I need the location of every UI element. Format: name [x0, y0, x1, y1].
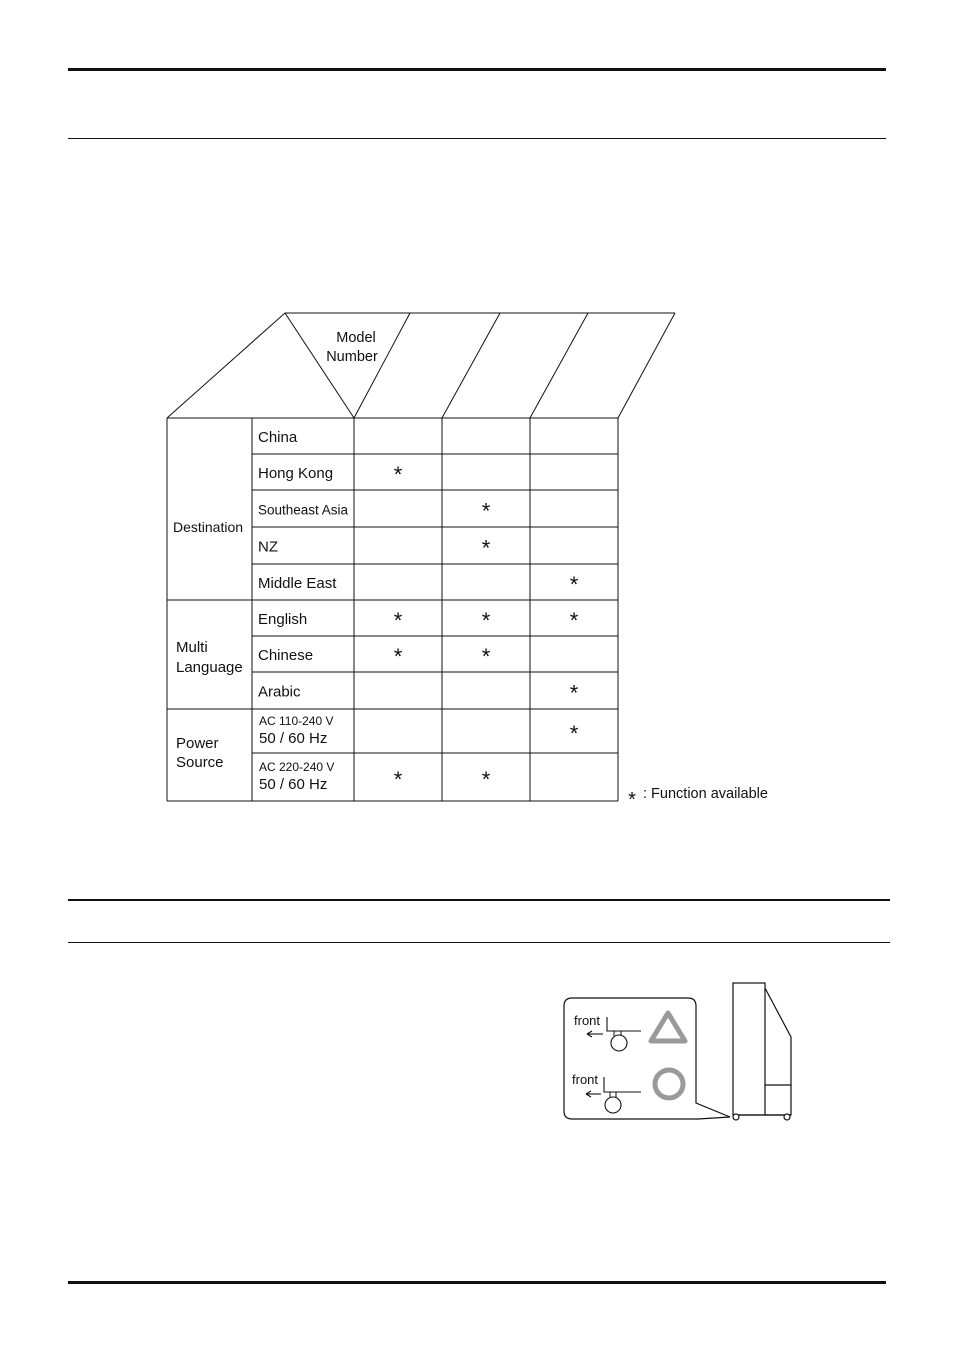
model-number-label: Model — [336, 330, 376, 346]
function-available-mark: * — [569, 572, 579, 597]
function-available-mark: * — [393, 608, 403, 633]
function-available-mark: * — [393, 462, 403, 487]
function-available-mark: * — [481, 767, 491, 792]
section-rule-bottom — [68, 942, 890, 943]
legend-mark: * — [628, 789, 636, 811]
function-available-mark: * — [481, 498, 491, 524]
header-diagonal — [618, 313, 675, 418]
function-available-mark: * — [481, 535, 491, 561]
row-label: Hong Kong — [258, 465, 334, 482]
row-label: English — [258, 611, 308, 628]
model-number-label: Number — [326, 349, 378, 365]
row-label: Southeast Asia — [258, 502, 349, 518]
row-label: 50 / 60 Hz — [259, 776, 328, 793]
header-diagonal — [285, 313, 354, 418]
group-label: Power — [176, 735, 219, 752]
tv-side-view — [733, 983, 791, 1120]
function-available-mark: * — [393, 644, 403, 669]
row-label: AC 220-240 V — [259, 760, 335, 774]
group-label: Destination — [173, 519, 244, 535]
bottom-rule — [68, 1281, 886, 1284]
row-label: Arabic — [258, 683, 301, 701]
header-diagonal — [354, 313, 410, 418]
function-available-mark: * — [481, 608, 491, 633]
row-label: China — [258, 429, 298, 446]
circle-icon — [655, 1070, 683, 1098]
row-label: Chinese — [258, 647, 314, 664]
front-label: front — [572, 1072, 599, 1087]
row-label: AC 110-240 V — [259, 714, 334, 728]
triangle-icon — [651, 1013, 685, 1041]
header-diagonal — [442, 313, 500, 418]
group-label: Multi — [176, 639, 208, 656]
group-label: Language — [176, 659, 243, 676]
front-label: front — [574, 1013, 601, 1028]
function-available-mark: * — [569, 721, 579, 746]
function-available-mark: * — [569, 608, 579, 633]
function-available-mark: * — [481, 644, 491, 669]
row-label: 50 / 60 Hz — [259, 730, 328, 747]
legend-text: : Function available — [643, 786, 768, 802]
header-diagonal — [530, 313, 588, 418]
function-available-mark: * — [569, 680, 579, 706]
header-diagonal — [167, 313, 285, 418]
function-available-mark: * — [393, 767, 403, 792]
row-label: NZ — [258, 538, 278, 556]
group-label: Source — [176, 754, 224, 771]
row-label: Middle East — [258, 575, 337, 592]
